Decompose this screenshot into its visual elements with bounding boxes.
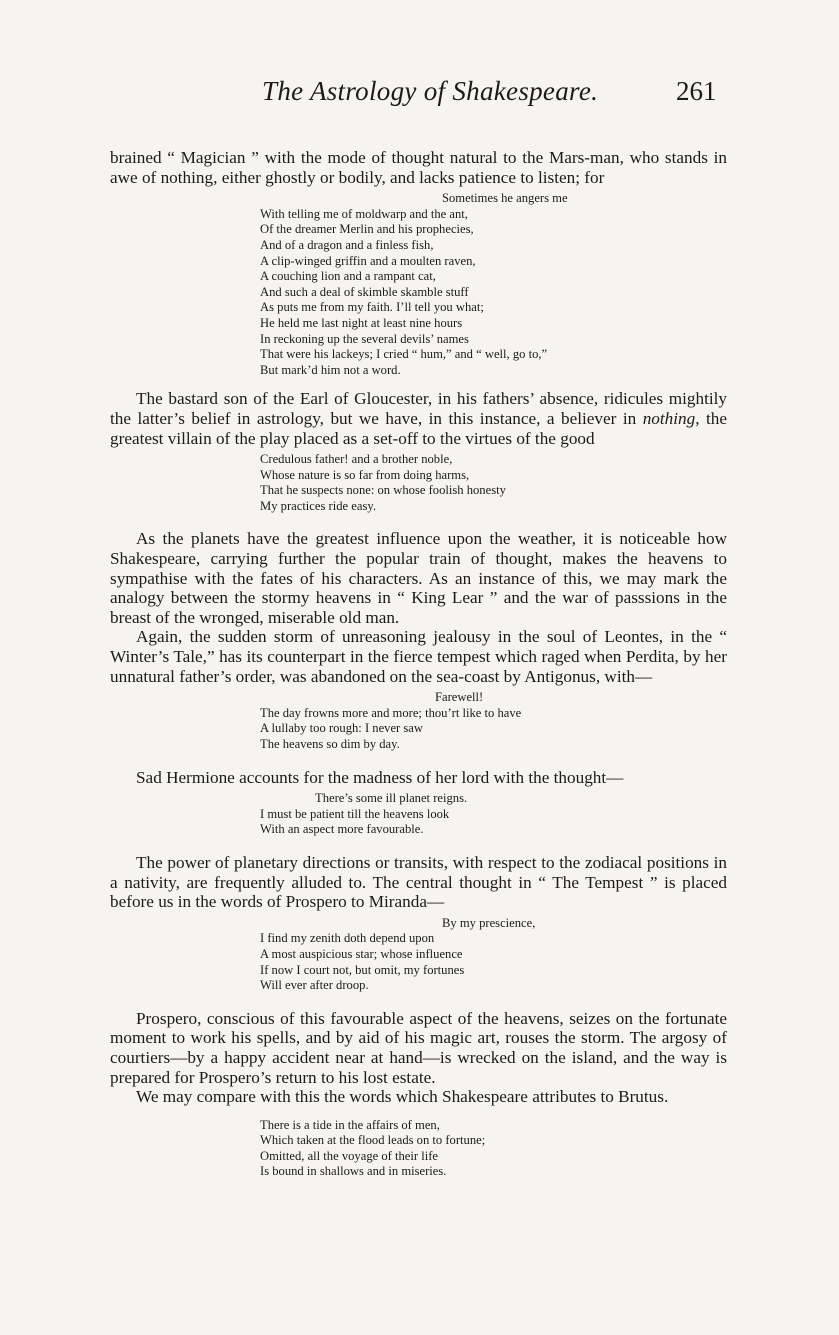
verse-quotation bbox=[110, 452, 727, 514]
verse-line: There is a tide in the affairs of men, bbox=[260, 1117, 440, 1132]
verse-line: And of a dragon and a finless fish, bbox=[260, 237, 434, 252]
verse-line: With an aspect more favourable. bbox=[260, 822, 424, 837]
verse-quotation bbox=[110, 191, 727, 378]
paragraph-text: The bastard son of the Earl of Gloucester, in his fathers’ absence, ridicules mightily the latter’s belief in astrology, but we have, in this instance, a believer in bbox=[110, 389, 727, 428]
page-header bbox=[0, 76, 839, 116]
paragraph: The power of planetary directions or transits, with respect to the zodiacal positions in a nativity, are frequently alluded to. The central thought in “ The Tempest ” is placed before us in the words of Prospero to Miranda— bbox=[110, 852, 727, 912]
verse-quotation bbox=[110, 791, 727, 838]
verse-line: That were his lackeys; I cried “ hum,” and “ well, go to,” bbox=[260, 347, 548, 362]
verse-line: As puts me from my faith. I’ll tell you what; bbox=[260, 300, 484, 315]
verse-line: I find my zenith doth depend upon bbox=[260, 931, 435, 946]
page-body bbox=[110, 148, 727, 1180]
verse-line: Sometimes he angers me bbox=[442, 191, 568, 206]
verse-line: Is bound in shallows and in miseries. bbox=[260, 1164, 447, 1179]
verse-line: That he suspects none: on whose foolish honesty bbox=[260, 483, 506, 498]
verse-line: A lullaby too rough: I never saw bbox=[260, 721, 423, 736]
verse-line: Credulous father! and a brother noble, bbox=[260, 452, 453, 467]
verse-quotation bbox=[110, 690, 727, 752]
verse-line: Will ever after droop. bbox=[260, 978, 369, 993]
verse-line: By my prescience, bbox=[442, 915, 536, 930]
verse-line: But mark’d him not a word. bbox=[260, 362, 401, 377]
verse-line: Which taken at the flood leads on to fortune; bbox=[260, 1133, 486, 1148]
verse-line: In reckoning up the several devils’ names bbox=[260, 331, 469, 346]
verse-line: If now I court not, but omit, my fortunes bbox=[260, 962, 465, 977]
verse-line: A most auspicious star; whose influence bbox=[260, 946, 463, 961]
verse-line: My practices ride easy. bbox=[260, 498, 376, 513]
verse-line: Of the dreamer Merlin and his prophecies, bbox=[260, 222, 474, 237]
verse-line: Whose nature is so far from doing harms, bbox=[260, 467, 470, 482]
paragraph: Sad Hermione accounts for the madness of her lord with the thought— bbox=[136, 767, 624, 787]
running-title: The Astrology of Shakespeare. bbox=[262, 76, 599, 106]
verse-line: I must be patient till the heavens look bbox=[260, 806, 450, 821]
paragraph: Again, the sudden storm of unreasoning jealousy in the soul of Leontes, in the “ Winter’s Tale,” has its counterpart in the fierce tempest which raged when Perdita, by her unnatural father’s order, was abandoned on the sea-coast by Antigonus, with— bbox=[110, 627, 727, 686]
verse-line: Omitted, all the voyage of their life bbox=[260, 1148, 439, 1163]
paragraph: brained “ Magician ” with the mode of thought natural to the Mars-man, who stands in awe of nothing, either ghostly or bodily, and lacks patience to listen; for bbox=[110, 148, 727, 187]
verse-line: The day frowns more and more; thou’rt like to have bbox=[260, 705, 522, 720]
verse-quotation bbox=[110, 916, 727, 994]
verse-line: The heavens so dim by day. bbox=[260, 737, 400, 751]
verse-line: A clip-winged griffin and a moulten raven, bbox=[260, 253, 476, 268]
verse-line: And such a deal of skimble skamble stuff bbox=[260, 284, 469, 299]
verse-line: There’s some ill planet reigns. bbox=[315, 791, 468, 806]
verse-line: With telling me of moldwarp and the ant, bbox=[260, 206, 468, 221]
emphasized-word: nothing bbox=[642, 408, 696, 428]
verse-line: Farewell! bbox=[435, 690, 484, 705]
verse-quotation bbox=[110, 1118, 727, 1180]
paragraph: Prospero, conscious of this favourable aspect of the heavens, seizes on the fortunate moment to work his spells, and by aid of his magic art, rouses the storm. The argosy of courtiers—by a happy accident near at hand—is wrecked on the island, and the way is prepared for Prospero’s return to his lost estate. bbox=[110, 1008, 727, 1087]
page-number: 261 bbox=[676, 76, 717, 106]
paragraph: We may compare with this the words which Shakespeare attributes to Brutus. bbox=[136, 1087, 669, 1107]
paragraph bbox=[110, 389, 727, 448]
verse-line: He held me last night at least nine hours bbox=[260, 315, 463, 330]
paragraph: As the planets have the greatest influence upon the weather, it is noticeable how Shakespeare, carrying further the popular train of thought, makes the heavens to sympathise with the fates of his characters. As an instance of this, we may mark the analogy between the stormy heavens in “ King Lear ” and the war of passsions in the breast of the wronged, miserable old man. bbox=[110, 529, 727, 627]
paragraph-text: , the greatest villain of the play placed as a set-off to the virtues of the good bbox=[110, 408, 727, 448]
verse-line: A couching lion and a rampant cat, bbox=[260, 269, 436, 284]
